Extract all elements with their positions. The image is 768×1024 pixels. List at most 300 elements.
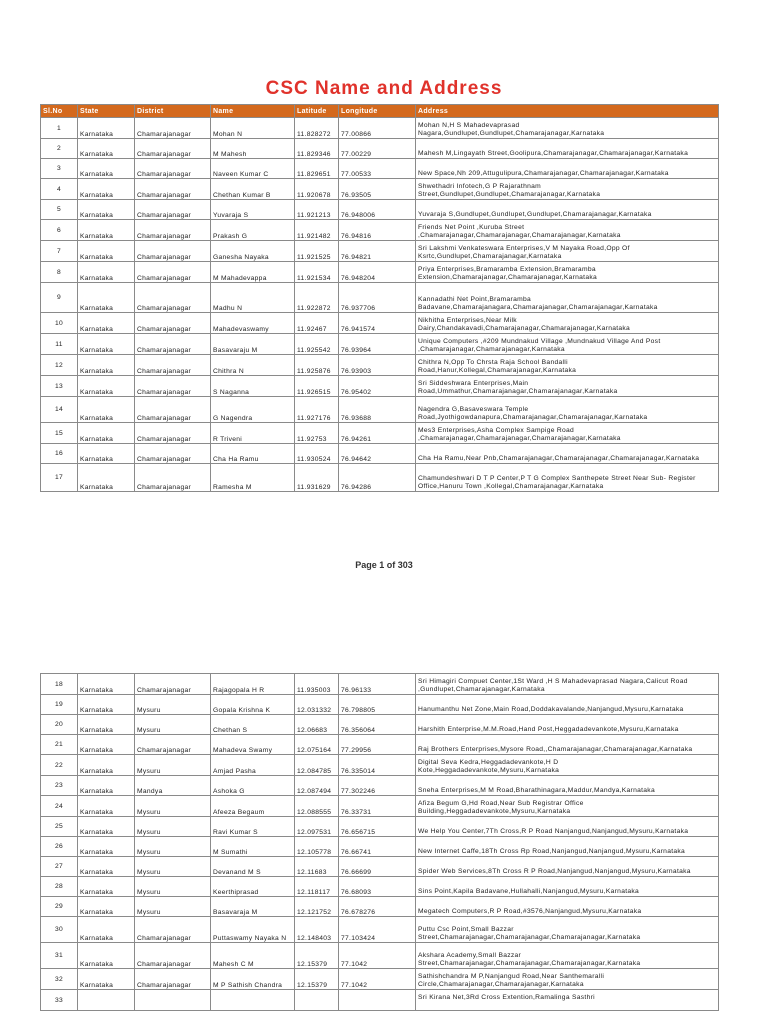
- cell-latitude: 12.084785: [295, 755, 339, 776]
- cell-slno: 29: [41, 897, 78, 917]
- address-line: Road,Ummathur,Chamarajanagar,Chamarajanagar,Karnataka: [418, 387, 618, 395]
- cell-longitude: 77.00866: [339, 118, 416, 139]
- cell-state: Karnataka: [78, 444, 135, 464]
- cell-slno: 19: [41, 695, 78, 715]
- cell-name: R Triveni: [211, 423, 295, 444]
- cell-district: Chamarajanagar: [135, 674, 211, 695]
- cell-name: Prakash G: [211, 220, 295, 241]
- cell-longitude: 76.948006: [339, 200, 416, 220]
- cell-district: Mysuru: [135, 817, 211, 837]
- cell-latitude: 11.926515: [295, 376, 339, 397]
- address-line: Mahesh M,Lingayath Street,Goolipura,Chamarajanagar,Chamarajanagar,Karnataka: [418, 149, 689, 157]
- cell-longitude: 76.66699: [339, 857, 416, 877]
- cell-slno: 28: [41, 877, 78, 897]
- cell-name: Ashoka G: [211, 776, 295, 796]
- cell-latitude: 12.15379: [295, 969, 339, 990]
- cell-longitude: 76.68093: [339, 877, 416, 897]
- cell-longitude: 76.678276: [339, 897, 416, 917]
- cell-name: Keerthiprasad: [211, 877, 295, 897]
- cell-slno: 23: [41, 776, 78, 796]
- cell-address: [416, 376, 719, 397]
- cell-latitude: 12.105778: [295, 837, 339, 857]
- address-line: Shwethadri Infotech,G P Rajarathnam: [418, 182, 542, 190]
- table-row: [41, 423, 719, 444]
- page-title: CSC Name and Address: [265, 78, 503, 99]
- cell-name: Chethan S: [211, 715, 295, 735]
- cell-longitude: 76.798805: [339, 695, 416, 715]
- cell-name: [211, 990, 295, 1011]
- cell-state: Karnataka: [78, 877, 135, 897]
- cell-slno: 11: [41, 334, 78, 355]
- cell-latitude: 12.097531: [295, 817, 339, 837]
- cell-longitude: 76.93688: [339, 397, 416, 423]
- cell-slno: 30: [41, 917, 78, 943]
- cell-address: [416, 220, 719, 241]
- cell-latitude: 11.829346: [295, 139, 339, 159]
- cell-address: [416, 796, 719, 817]
- cell-state: Karnataka: [78, 776, 135, 796]
- cell-district: Chamarajanagar: [135, 334, 211, 355]
- page-number: Page 1 of 303: [355, 560, 413, 570]
- cell-name: Devanand M S: [211, 857, 295, 877]
- address-line: Kote,Heggadadevankote,Mysuru,Karnataka: [418, 766, 560, 774]
- cell-district: Mandya: [135, 776, 211, 796]
- cell-slno: 14: [41, 397, 78, 423]
- cell-latitude: 11.921534: [295, 262, 339, 283]
- cell-state: Karnataka: [78, 755, 135, 776]
- cell-longitude: 76.93505: [339, 179, 416, 200]
- cell-address: [416, 943, 719, 969]
- cell-latitude: 11.925876: [295, 355, 339, 376]
- cell-longitude: 77.29956: [339, 735, 416, 755]
- cell-name: Naveen Kumar C: [211, 159, 295, 179]
- cell-state: Karnataka: [78, 464, 135, 492]
- cell-district: Chamarajanagar: [135, 444, 211, 464]
- address-line: ,Chamarajanagar,Chamarajanagar,Chamarajanagar,Karnataka: [418, 434, 621, 442]
- cell-latitude: 12.031332: [295, 695, 339, 715]
- table-row: [41, 262, 719, 283]
- cell-address: [416, 837, 719, 857]
- cell-longitude: 76.94642: [339, 444, 416, 464]
- cell-longitude: 76.94816: [339, 220, 416, 241]
- cell-district: Chamarajanagar: [135, 313, 211, 334]
- cell-name: Chithra N: [211, 355, 295, 376]
- cell-address: [416, 969, 719, 990]
- cell-longitude: 76.33731: [339, 796, 416, 817]
- address-line: Chamundeshwari D T P Center,P T G Complex Santhepete Street Near Sub- Register: [418, 474, 696, 482]
- cell-longitude: 76.94261: [339, 423, 416, 444]
- cell-state: Karnataka: [78, 897, 135, 917]
- cell-slno: 20: [41, 715, 78, 735]
- cell-address: [416, 283, 719, 313]
- cell-longitude: 77.103424: [339, 917, 416, 943]
- csc-table-page-1: [40, 104, 719, 492]
- address-line: Mohan N,H S Mahadevaprasad: [418, 121, 520, 129]
- cell-district: Chamarajanagar: [135, 917, 211, 943]
- cell-slno: 32: [41, 969, 78, 990]
- cell-district: Chamarajanagar: [135, 376, 211, 397]
- cell-longitude: 76.335014: [339, 755, 416, 776]
- col-header-latitude: Latitude: [295, 105, 339, 118]
- address-line: Road,Hanur,Kollegal,Chamarajanagar,Karnataka: [418, 366, 577, 374]
- cell-longitude: 76.93964: [339, 334, 416, 355]
- cell-name: S Naganna: [211, 376, 295, 397]
- cell-longitude: 77.1042: [339, 969, 416, 990]
- cell-name: Ravi Kumar S: [211, 817, 295, 837]
- table-row: [41, 179, 719, 200]
- cell-address: [416, 159, 719, 179]
- table-row: [41, 334, 719, 355]
- cell-longitude: 76.948204: [339, 262, 416, 283]
- table-row: [41, 200, 719, 220]
- address-line: ,Chamarajanagar,Chamarajanagar,Chamarajanagar,Karnataka: [418, 231, 621, 239]
- address-line: Nagendra G,Basaveswara Temple: [418, 405, 529, 413]
- cell-name: Amjad Pasha: [211, 755, 295, 776]
- cell-state: Karnataka: [78, 796, 135, 817]
- cell-state: Karnataka: [78, 857, 135, 877]
- cell-district: Mysuru: [135, 857, 211, 877]
- cell-district: [135, 990, 211, 1011]
- cell-longitude: [339, 990, 416, 1011]
- table-row: [41, 735, 719, 755]
- cell-latitude: 12.121752: [295, 897, 339, 917]
- address-line: Sri Kirana Net,3Rd Cross Extention,Ramalinga Sasthri: [418, 993, 595, 1001]
- cell-district: Chamarajanagar: [135, 355, 211, 376]
- address-line: Dairy,Chandakavadi,Chamarajanagar,Chamarajanagar,Karnataka: [418, 324, 631, 332]
- cell-name: M Sumathi: [211, 837, 295, 857]
- cell-slno: 4: [41, 179, 78, 200]
- cell-district: Mysuru: [135, 897, 211, 917]
- cell-longitude: 76.937706: [339, 283, 416, 313]
- col-header-address: Address: [416, 105, 719, 118]
- cell-slno: 5: [41, 200, 78, 220]
- address-line: Building,Heggadadevankote,Mysuru,Karnataka: [418, 807, 571, 815]
- cell-longitude: 76.66741: [339, 837, 416, 857]
- cell-latitude: 11.925542: [295, 334, 339, 355]
- cell-longitude: 76.656715: [339, 817, 416, 837]
- cell-state: Karnataka: [78, 118, 135, 139]
- cell-latitude: 11.921213: [295, 200, 339, 220]
- cell-latitude: 11.920678: [295, 179, 339, 200]
- cell-slno: 9: [41, 283, 78, 313]
- cell-address: [416, 817, 719, 837]
- cell-slno: 6: [41, 220, 78, 241]
- address-line: Unique Computers ,#209 Mundnakud Village ,Mundnakud Village And Post: [418, 337, 661, 345]
- table-row: [41, 283, 719, 313]
- address-line: Sri Lakshmi Venkateswara Enterprises,V M Nayaka Road,Opp Of: [418, 244, 630, 252]
- cell-district: Chamarajanagar: [135, 969, 211, 990]
- cell-name: M Mahesh: [211, 139, 295, 159]
- cell-longitude: 76.93903: [339, 355, 416, 376]
- address-line: Road,Jyothigowdanapura,Chamarajanagar,Chamarajanagar,Karnataka: [418, 413, 648, 421]
- cell-longitude: 76.356064: [339, 715, 416, 735]
- cell-district: Chamarajanagar: [135, 179, 211, 200]
- cell-latitude: 12.15379: [295, 943, 339, 969]
- table-row: [41, 139, 719, 159]
- cell-district: Chamarajanagar: [135, 241, 211, 262]
- cell-district: Mysuru: [135, 715, 211, 735]
- cell-address: [416, 917, 719, 943]
- cell-latitude: 12.118117: [295, 877, 339, 897]
- cell-address: [416, 897, 719, 917]
- cell-longitude: 76.95402: [339, 376, 416, 397]
- cell-longitude: 77.00229: [339, 139, 416, 159]
- address-line: Extension,Chamarajanagar,Chamarajanagar,Karnataka: [418, 273, 598, 281]
- cell-latitude: 12.148403: [295, 917, 339, 943]
- cell-address: [416, 200, 719, 220]
- col-header-name: Name: [211, 105, 295, 118]
- cell-name: Basavaraju M: [211, 334, 295, 355]
- cell-latitude: 11.92467: [295, 313, 339, 334]
- address-line: Raj Brothers Enterprises,Mysore Road,,Chamarajanagar,Chamarajanagar,Karnataka: [418, 745, 693, 753]
- table-row: [41, 897, 719, 917]
- cell-longitude: 76.94286: [339, 464, 416, 492]
- cell-latitude: 12.11683: [295, 857, 339, 877]
- cell-latitude: 12.088555: [295, 796, 339, 817]
- table-row: [41, 877, 719, 897]
- cell-name: Ganesha Nayaka: [211, 241, 295, 262]
- cell-name: Chethan Kumar B: [211, 179, 295, 200]
- cell-slno: 12: [41, 355, 78, 376]
- cell-state: Karnataka: [78, 397, 135, 423]
- table-row: [41, 313, 719, 334]
- cell-address: [416, 776, 719, 796]
- address-line: Hanumanthu Net Zone,Main Road,Doddakavalande,Nanjangud,Mysuru,Karnataka: [418, 705, 684, 713]
- table-row: [41, 220, 719, 241]
- cell-state: Karnataka: [78, 817, 135, 837]
- cell-address: [416, 179, 719, 200]
- cell-district: Mysuru: [135, 877, 211, 897]
- cell-district: Chamarajanagar: [135, 397, 211, 423]
- cell-state: Karnataka: [78, 943, 135, 969]
- address-line: We Help You Center,7Th Cross,R P Road Nanjangud,Nanjangud,Mysuru,Karnataka: [418, 827, 689, 835]
- cell-state: Karnataka: [78, 674, 135, 695]
- cell-longitude: 76.941574: [339, 313, 416, 334]
- cell-name: Rajagopala H R: [211, 674, 295, 695]
- table-row: [41, 376, 719, 397]
- cell-name: Mahadeva Swamy: [211, 735, 295, 755]
- table-row: [41, 444, 719, 464]
- address-line: Badavane,Chamarajanagara,Chamarajanagar,Chamarajanagar,Karnataka: [418, 303, 658, 311]
- cell-district: Chamarajanagar: [135, 423, 211, 444]
- cell-name: M Mahadevappa: [211, 262, 295, 283]
- cell-address: [416, 735, 719, 755]
- cell-state: Karnataka: [78, 313, 135, 334]
- table-row: [41, 917, 719, 943]
- table-row: [41, 990, 719, 1011]
- cell-longitude: 77.00533: [339, 159, 416, 179]
- cell-state: Karnataka: [78, 200, 135, 220]
- cell-longitude: 76.96133: [339, 674, 416, 695]
- cell-latitude: 12.06683: [295, 715, 339, 735]
- cell-state: Karnataka: [78, 695, 135, 715]
- cell-latitude: 12.087494: [295, 776, 339, 796]
- cell-state: Karnataka: [78, 334, 135, 355]
- cell-latitude: 11.92753: [295, 423, 339, 444]
- cell-slno: 27: [41, 857, 78, 877]
- table-row: [41, 837, 719, 857]
- cell-state: Karnataka: [78, 735, 135, 755]
- address-line: Sri Siddeshwara Enterprises,Main: [418, 379, 529, 387]
- cell-slno: 13: [41, 376, 78, 397]
- address-line: Office,Hanuru Town ,Kollegal,Chamarajanagar,Karnataka: [418, 482, 604, 490]
- cell-state: Karnataka: [78, 969, 135, 990]
- cell-slno: 31: [41, 943, 78, 969]
- address-line: Nikhitha Enterprises,Near Milk: [418, 316, 517, 324]
- cell-latitude: 11.931629: [295, 464, 339, 492]
- cell-slno: 26: [41, 837, 78, 857]
- cell-state: Karnataka: [78, 355, 135, 376]
- cell-name: Cha Ha Ramu: [211, 444, 295, 464]
- cell-state: Karnataka: [78, 917, 135, 943]
- address-line: Sri Himagiri Compuet Center,1St Ward ,H S Mahadevaprasad Nagara,Calicut Road: [418, 677, 688, 685]
- cell-name: Mahesh C M: [211, 943, 295, 969]
- cell-district: Mysuru: [135, 796, 211, 817]
- address-line: ,Chamarajanagar,Chamarajanagar,Karnataka: [418, 345, 565, 353]
- table-row: [41, 241, 719, 262]
- address-line: Puttu Csc Point,Small Bazzar: [418, 925, 514, 933]
- table-row: [41, 464, 719, 492]
- cell-state: Karnataka: [78, 241, 135, 262]
- table-header-row: [41, 105, 719, 118]
- cell-slno: 10: [41, 313, 78, 334]
- address-line: Friends Net Point ,Kuruba Street: [418, 223, 525, 231]
- table-row: [41, 796, 719, 817]
- cell-name: Gopala Krishna K: [211, 695, 295, 715]
- cell-state: Karnataka: [78, 423, 135, 444]
- address-line: Mes3 Enterprises,Asha Complex Sampige Road: [418, 426, 575, 434]
- cell-slno: 3: [41, 159, 78, 179]
- address-line: New Internet Caffe,18Th Cross Rp Road,Nanjangud,Nanjangud,Mysuru,Karnataka: [418, 847, 686, 855]
- address-line: Harshith Enterprise,M.M.Road,Hand Post,Heggadadevankote,Mysuru,Karnataka: [418, 725, 679, 733]
- cell-district: Chamarajanagar: [135, 283, 211, 313]
- cell-address: [416, 444, 719, 464]
- cell-address: [416, 313, 719, 334]
- cell-district: Chamarajanagar: [135, 262, 211, 283]
- cell-address: [416, 990, 719, 1011]
- cell-state: Karnataka: [78, 715, 135, 735]
- address-line: Akshara Academy,Small Bazzar: [418, 951, 522, 959]
- address-line: Spider Web Services,8Th Cross R P Road,Nanjangud,Nanjangud,Mysuru,Karnataka: [418, 867, 691, 875]
- address-line: Street,Chamarajanagar,Chamarajanagar,Chamarajanagar,Karnataka: [418, 933, 641, 941]
- address-line: Sathishchandra M P,Nanjangud Road,Near Santhemaralli: [418, 972, 605, 980]
- cell-slno: 2: [41, 139, 78, 159]
- col-header-slno: Sl.No: [41, 105, 78, 118]
- cell-slno: 17: [41, 464, 78, 492]
- cell-slno: 7: [41, 241, 78, 262]
- col-header-state: State: [78, 105, 135, 118]
- cell-district: Mysuru: [135, 837, 211, 857]
- address-line: Digital Seva Kedra,Heggadadevankote,H D: [418, 758, 559, 766]
- cell-name: Yuvaraja S: [211, 200, 295, 220]
- cell-latitude: 11.828272: [295, 118, 339, 139]
- cell-state: Karnataka: [78, 220, 135, 241]
- cell-name: Afeeza Begaum: [211, 796, 295, 817]
- table-row: [41, 118, 719, 139]
- cell-address: [416, 695, 719, 715]
- cell-address: [416, 674, 719, 695]
- address-line: Afiza Begum G,Hd Road,Near Sub Registrar Office: [418, 799, 584, 807]
- cell-district: Chamarajanagar: [135, 159, 211, 179]
- cell-district: Mysuru: [135, 755, 211, 776]
- cell-district: Chamarajanagar: [135, 464, 211, 492]
- table-row: [41, 776, 719, 796]
- cell-latitude: 11.921525: [295, 241, 339, 262]
- cell-name: Ramesha M: [211, 464, 295, 492]
- cell-address: [416, 755, 719, 776]
- table-row: [41, 817, 719, 837]
- address-line: Sins Point,Kapila Badavane,Hullahalli,Nanjangud,Mysuru,Karnataka: [418, 887, 640, 895]
- address-line: Street,Chamarajanagar,Chamarajanagar,Chamarajanagar,Karnataka: [418, 959, 641, 967]
- cell-latitude: 11.930524: [295, 444, 339, 464]
- col-header-longitude: Longitude: [339, 105, 416, 118]
- cell-latitude: 11.829651: [295, 159, 339, 179]
- cell-latitude: 11.927176: [295, 397, 339, 423]
- table-row: [41, 857, 719, 877]
- table-row: [41, 397, 719, 423]
- table-row: [41, 715, 719, 735]
- cell-address: [416, 139, 719, 159]
- cell-state: Karnataka: [78, 837, 135, 857]
- cell-name: Mahadevaswamy: [211, 313, 295, 334]
- address-line: Street,Gundlupet,Gundlupet,Chamarajanagar,Karnataka: [418, 190, 601, 198]
- cell-slno: 1: [41, 118, 78, 139]
- cell-state: Karnataka: [78, 376, 135, 397]
- address-line: Yuvaraja S,Gundlupet,Gundlupet,Gundlupet,Chamarajanagar,Karnataka: [418, 210, 652, 218]
- cell-longitude: 77.302246: [339, 776, 416, 796]
- cell-address: [416, 423, 719, 444]
- cell-slno: 33: [41, 990, 78, 1011]
- csc-table-page-2: [40, 673, 719, 1011]
- cell-address: [416, 857, 719, 877]
- cell-slno: 25: [41, 817, 78, 837]
- cell-slno: 21: [41, 735, 78, 755]
- cell-address: [416, 355, 719, 376]
- cell-slno: 8: [41, 262, 78, 283]
- col-header-district: District: [135, 105, 211, 118]
- cell-longitude: 76.94821: [339, 241, 416, 262]
- cell-address: [416, 241, 719, 262]
- cell-slno: 18: [41, 674, 78, 695]
- cell-address: [416, 464, 719, 492]
- cell-name: Madhu N: [211, 283, 295, 313]
- cell-state: Karnataka: [78, 139, 135, 159]
- table-row: [41, 159, 719, 179]
- cell-address: [416, 262, 719, 283]
- address-line: ,Gundlupet,Chamarajanagar,Karnataka: [418, 685, 545, 693]
- address-line: Ksrtc,Gundlupet,Chamarajanagar,Karnataka: [418, 252, 562, 260]
- cell-name: G Nagendra: [211, 397, 295, 423]
- cell-state: Karnataka: [78, 283, 135, 313]
- cell-latitude: [295, 990, 339, 1011]
- cell-state: Karnataka: [78, 262, 135, 283]
- cell-slno: 24: [41, 796, 78, 817]
- address-line: Priya Enterprises,Bramaramba Extension,Bramaramba: [418, 265, 596, 273]
- address-line: Megatech Computers,R P Road,#3576,Nanjangud,Mysuru,Karnataka: [418, 907, 642, 915]
- cell-district: Chamarajanagar: [135, 118, 211, 139]
- cell-slno: 22: [41, 755, 78, 776]
- cell-slno: 15: [41, 423, 78, 444]
- cell-district: Mysuru: [135, 695, 211, 715]
- cell-address: [416, 397, 719, 423]
- cell-state: Karnataka: [78, 179, 135, 200]
- address-line: [418, 1002, 716, 1010]
- cell-latitude: 11.922872: [295, 283, 339, 313]
- cell-state: Karnataka: [78, 159, 135, 179]
- cell-district: Chamarajanagar: [135, 943, 211, 969]
- address-line: Cha Ha Ramu,Near Pnb,Chamarajanagar,Chamarajanagar,Chamarajanagar,Karnataka: [418, 454, 700, 462]
- table-row: [41, 943, 719, 969]
